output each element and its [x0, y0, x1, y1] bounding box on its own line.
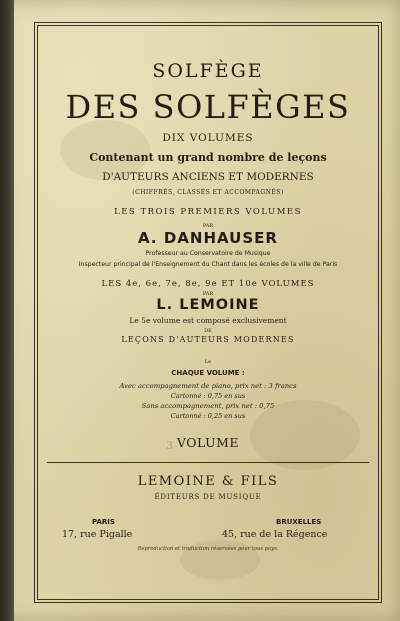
- contents-line: Contenant un grand nombre de leçons: [89, 151, 327, 164]
- by-label: PAR: [202, 291, 214, 297]
- author-role-professor: Professeur au Conservatoire de Musique: [145, 250, 271, 257]
- publisher-name: LEMOINE & FILS: [137, 474, 279, 489]
- fifth-volume-content: LEÇONS D'AUTEURS MODERNES: [121, 335, 295, 344]
- by-label: PAR: [202, 223, 214, 229]
- address-bruxelles: 45, rue de la Régence: [222, 529, 328, 540]
- rights-notice: Reproduction et traduction réservées pour tous pays.: [137, 546, 279, 552]
- volumes-line: DIX VOLUMES: [162, 132, 254, 144]
- city-paris: PARIS: [92, 518, 115, 526]
- address-paris: 17, rue Pigalle: [62, 529, 133, 540]
- title-small: SOLFÈGE: [152, 60, 264, 82]
- volume-number-stamp: 3: [166, 439, 173, 452]
- price-without-piano-board: Cartonné : 0,25 en sus: [170, 412, 246, 420]
- notation-line: (CHIFFRÉS, CLASSÉS ET ACCOMPAGNÉS): [132, 189, 284, 196]
- first-volumes-line: LES TROIS PREMIERS VOLUMES: [114, 207, 302, 217]
- authors-line: D'AUTEURS ANCIENS ET MODERNES: [102, 171, 314, 183]
- price-without-piano: Sans accompagnement, prix net : 0,75: [141, 402, 275, 410]
- book-spine: [0, 0, 14, 621]
- author-lemoine: L. LEMOINE: [156, 297, 260, 313]
- fifth-volume-line: Le 5e volume est composé exclusivement: [129, 316, 287, 325]
- volume-label: VOLUME: [176, 435, 240, 450]
- divider-rule: [47, 462, 369, 463]
- of-label: DE: [204, 328, 212, 334]
- city-bruxelles: BRUXELLES: [276, 518, 322, 526]
- price-with-piano: Avec accompagnement de piano, prix net : 3 francs: [119, 382, 297, 390]
- each-volume-label: CHAQUE VOLUME :: [171, 369, 245, 377]
- price-with-piano-board: Cartonné : 0,75 en sus: [170, 392, 246, 400]
- price-mark: Le: [204, 359, 212, 365]
- later-volumes-line: LES 4e, 6e, 7e, 8e, 9e ET 10e VOLUMES: [101, 279, 315, 289]
- publisher-subtitle: ÉDITEURS DE MUSIQUE: [154, 493, 262, 501]
- author-role-inspector: Inspecteur principal de l'Enseignement du Chant dans les écoles de la ville de Paris: [78, 261, 338, 268]
- title-main: DES SOLFÈGES: [65, 88, 351, 126]
- author-danhauser: A. DANHAUSER: [138, 229, 278, 247]
